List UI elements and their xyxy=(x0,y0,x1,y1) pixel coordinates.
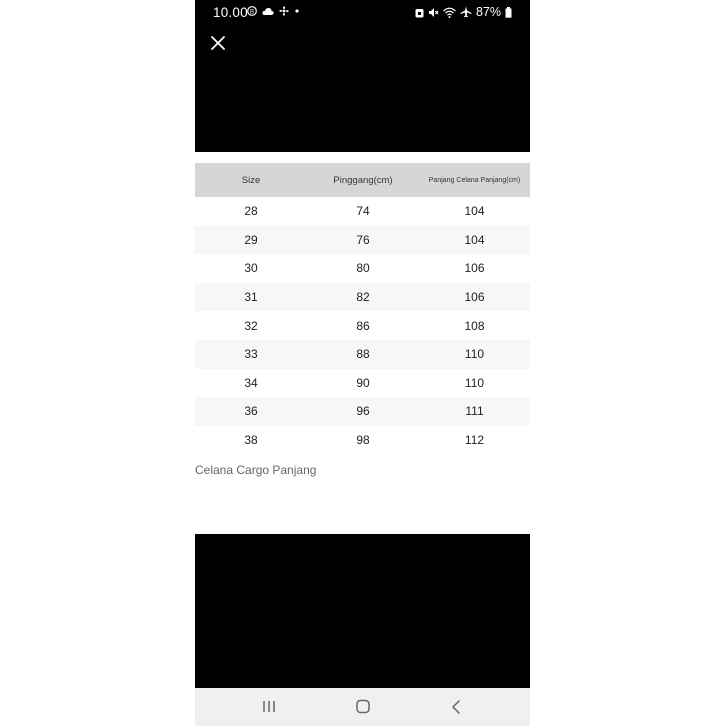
battery-icon xyxy=(505,7,512,18)
cloud-icon xyxy=(262,7,274,16)
phone-screen xyxy=(195,0,530,726)
cell-waist: 86 xyxy=(356,318,370,333)
notification-b-icon xyxy=(247,6,257,16)
table-row xyxy=(195,283,530,312)
table-row xyxy=(195,254,530,283)
back-icon xyxy=(447,698,467,716)
wifi-icon xyxy=(443,7,456,18)
navigation-bar xyxy=(195,688,530,726)
home-icon xyxy=(353,698,373,716)
cell-length: 112 xyxy=(464,433,485,448)
cell-size: 36 xyxy=(244,404,258,419)
alarm-lock-icon xyxy=(415,7,424,18)
cell-length: 106 xyxy=(464,261,485,276)
cell-length: 110 xyxy=(464,347,485,362)
cell-length: 110 xyxy=(464,375,485,390)
cell-size: 31 xyxy=(244,290,258,305)
column-header-waist: Pinggang(cm) xyxy=(333,174,393,186)
column-header-size: Size xyxy=(241,174,261,186)
table-row xyxy=(195,426,530,455)
table-row xyxy=(195,311,530,340)
table-row xyxy=(195,197,530,226)
home-button[interactable] xyxy=(353,698,373,716)
cell-size: 32 xyxy=(244,318,258,333)
recents-icon xyxy=(259,698,279,716)
cell-waist: 88 xyxy=(356,347,370,362)
cell-length: 104 xyxy=(464,204,485,219)
back-button[interactable] xyxy=(447,698,467,716)
cell-length: 104 xyxy=(464,232,485,247)
column-header-length: Panjang Celana Panjang(cm) xyxy=(428,176,521,184)
status-time: 10.00 xyxy=(213,5,248,20)
battery-percentage: 87% xyxy=(475,5,501,19)
cell-length: 111 xyxy=(465,404,484,419)
cell-size: 30 xyxy=(244,261,258,276)
table-row xyxy=(195,226,530,255)
cell-waist: 76 xyxy=(356,232,370,247)
dot-icon xyxy=(294,8,300,14)
close-icon xyxy=(209,34,227,52)
close-button[interactable] xyxy=(209,34,227,52)
recents-button[interactable] xyxy=(259,698,279,716)
svg-text:B: B xyxy=(249,9,255,16)
table-row xyxy=(195,340,530,369)
cell-length: 108 xyxy=(464,318,485,333)
size-chart-table xyxy=(195,163,530,454)
fan-icon xyxy=(279,6,289,16)
image-viewer-bottom xyxy=(195,534,530,688)
table-header-row xyxy=(195,163,530,197)
cell-waist: 80 xyxy=(356,261,370,276)
cell-length: 106 xyxy=(464,290,485,305)
table-row xyxy=(195,369,530,398)
table-row xyxy=(195,397,530,426)
airplane-icon xyxy=(460,6,472,18)
mute-icon xyxy=(428,7,439,18)
cell-size: 38 xyxy=(244,433,258,448)
cell-size: 33 xyxy=(244,347,258,362)
cell-waist: 74 xyxy=(356,204,370,219)
status-bar xyxy=(195,0,530,26)
cell-waist: 82 xyxy=(356,290,370,305)
image-viewer-top xyxy=(195,0,530,152)
cell-size: 28 xyxy=(244,204,258,219)
cell-waist: 96 xyxy=(356,404,370,419)
cell-size: 29 xyxy=(244,232,258,247)
product-caption: Celana Cargo Panjang xyxy=(195,463,317,477)
cell-waist: 98 xyxy=(356,433,370,448)
cell-size: 34 xyxy=(244,375,258,390)
cell-waist: 90 xyxy=(356,375,370,390)
